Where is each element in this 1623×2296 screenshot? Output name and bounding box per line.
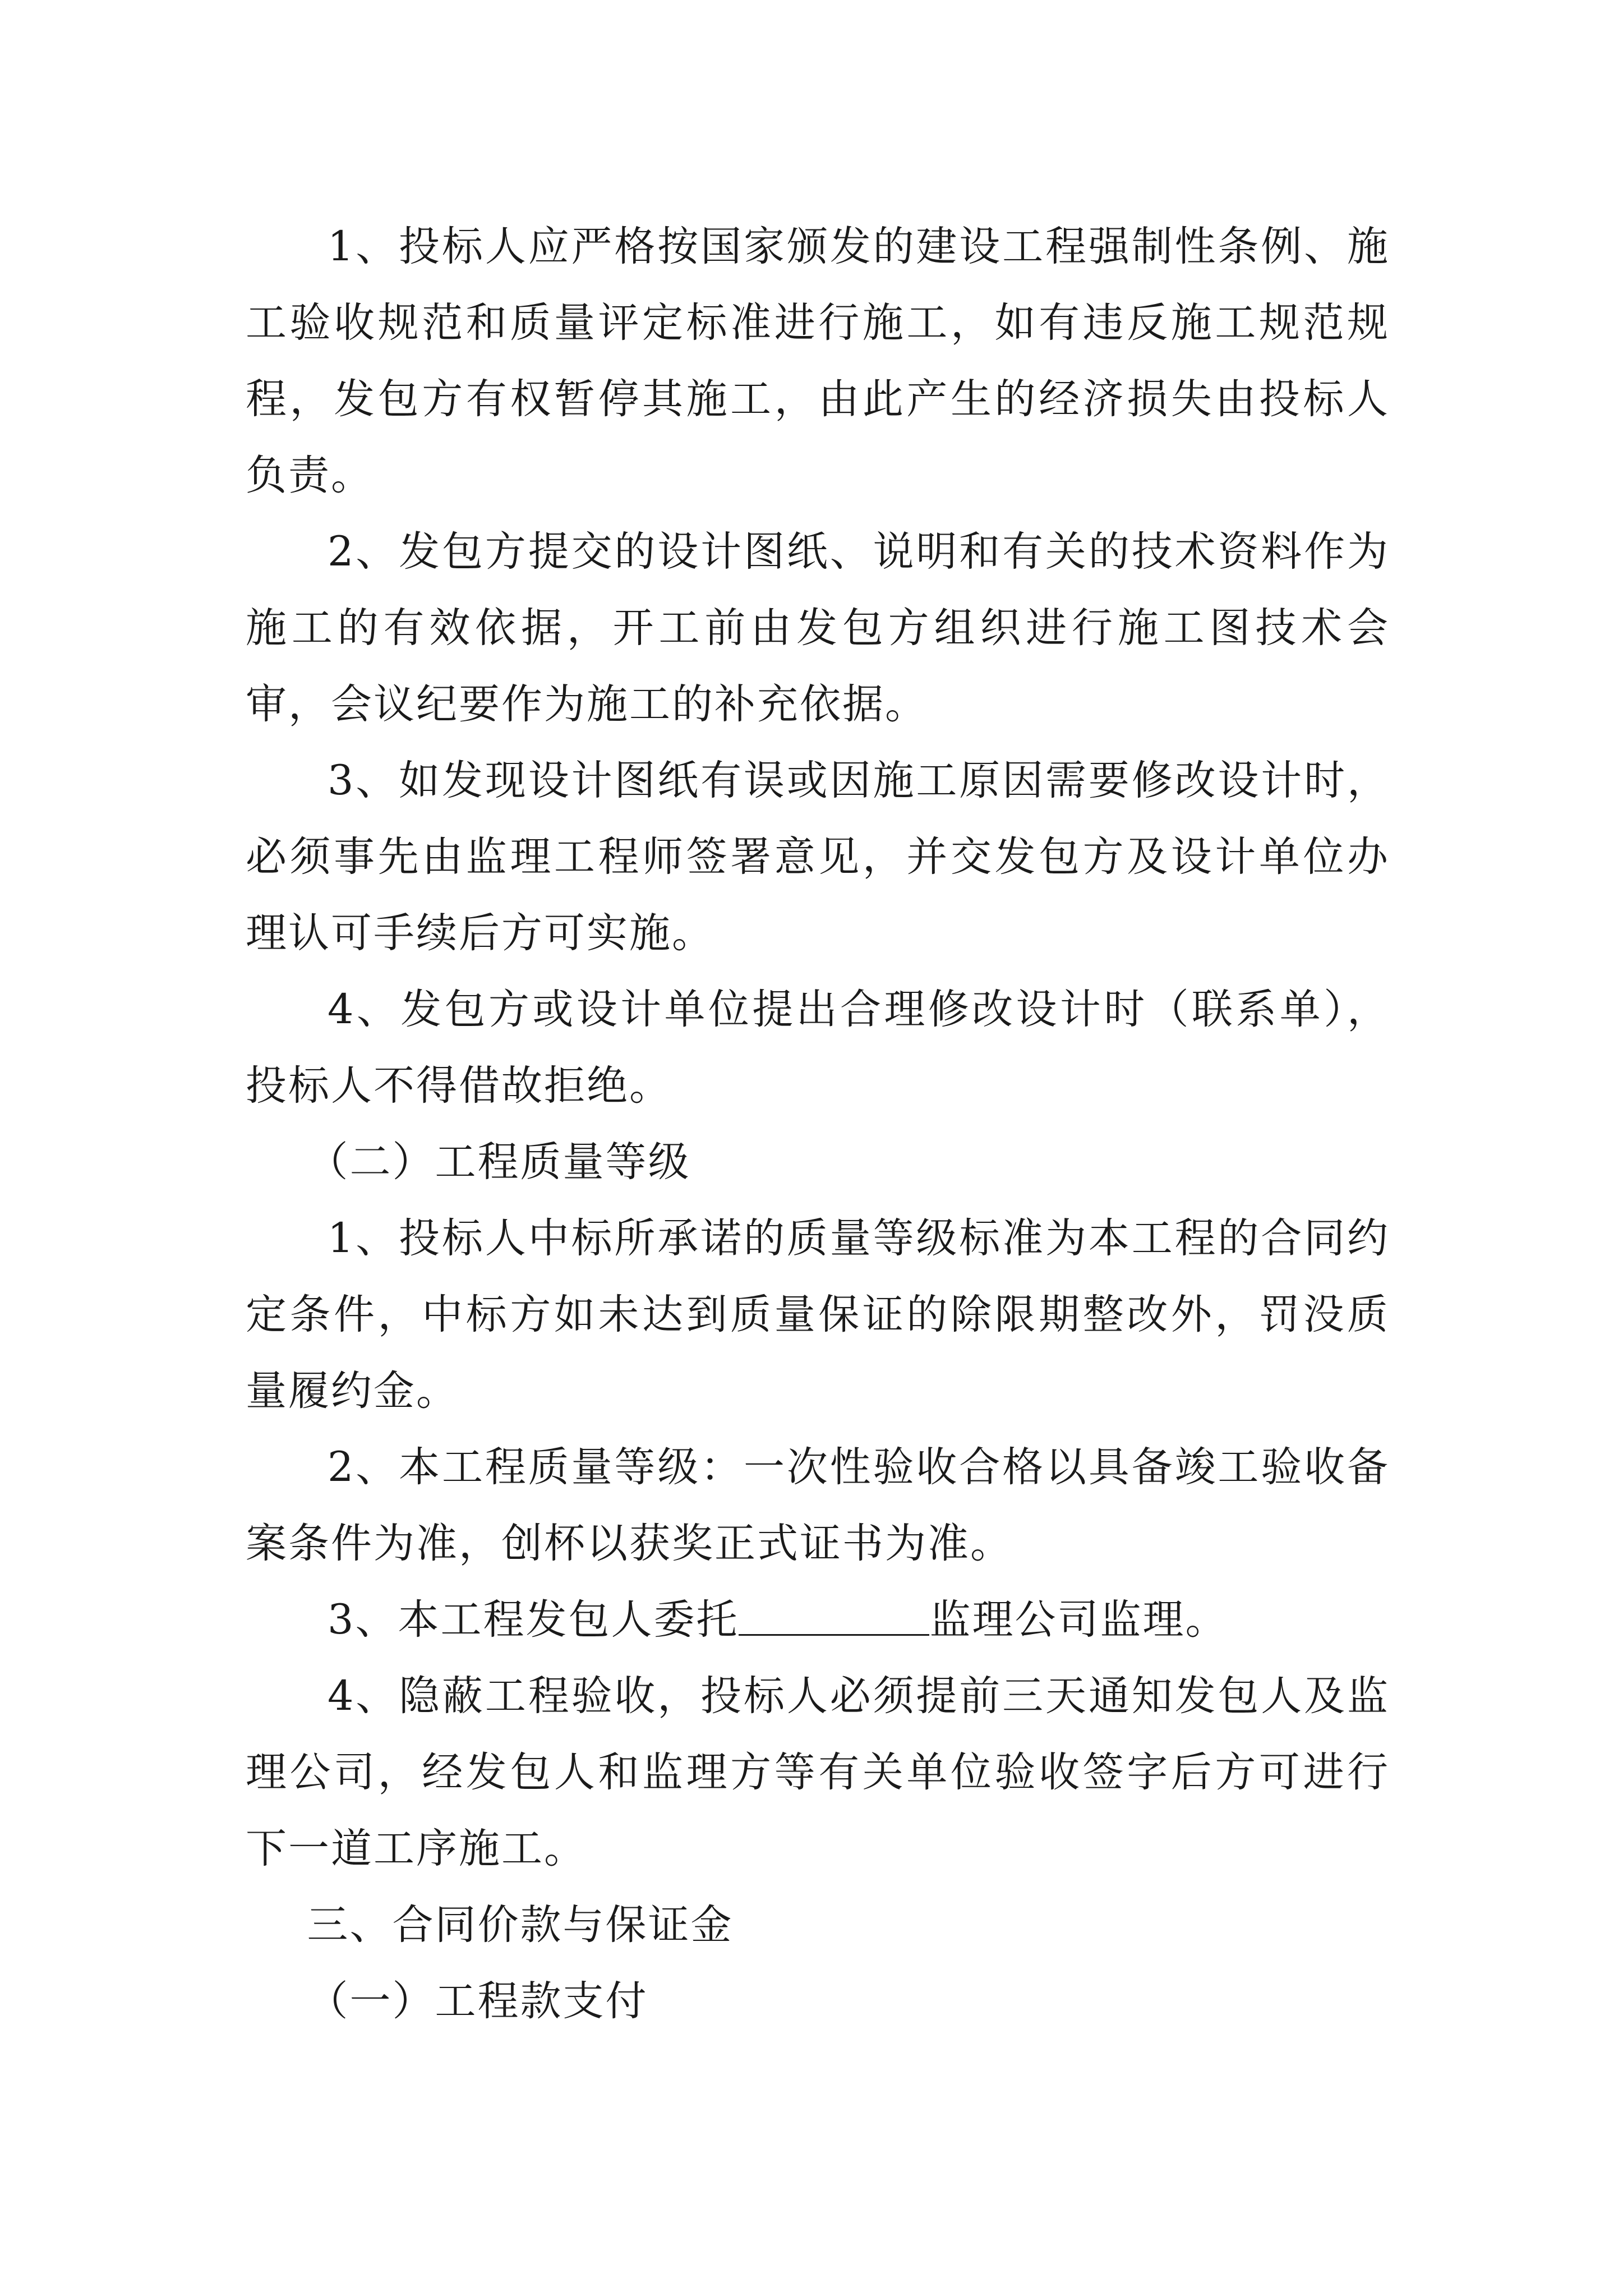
- supervision-text-before: 3、本工程发包人委托: [328, 1596, 739, 1644]
- paragraph-concealed-work: 4、隐蔽工程验收，投标人必须提前三天通知发包人及监理公司，经发包人和监理方等有关单位验收签字后方可进行下一道工序施工。: [246, 1672, 1390, 1872]
- heading-quality-grade: （二）工程质量等级: [307, 1138, 691, 1186]
- paragraph-design-drawings: 2、发包方提交的设计图纸、说明和有关的技术资料作为施工的有效依据，开工前由发包方组织进行施工图技术会审，会议纪要作为施工的补充依据。: [246, 528, 1390, 728]
- supervision-company-blank: [739, 1593, 929, 1636]
- paragraph-quality-standard: 1、投标人中标所承诺的质量等级标准为本工程的合同约定条件，中标方如未达到质量保证的除限期整改外，罚没质量履约金。: [246, 1214, 1390, 1415]
- paragraph-reasonable-changes: 4、发包方或设计单位提出合理修改设计时（联系单），投标人不得借故拒绝。: [246, 986, 1390, 1110]
- paragraph-quality-level: 2、本工程质量等级：一次性验收合格以具备竣工验收备案条件为准，创杯以获奖正式证书为准。: [246, 1443, 1390, 1567]
- paragraph-supervision: [246, 1582, 1390, 1658]
- heading-payment: （一）工程款支付: [307, 1977, 648, 2025]
- supervision-text-after: 监理公司监理。: [929, 1596, 1228, 1644]
- heading-contract-price: 三、合同价款与保证金: [307, 1901, 734, 1949]
- paragraph-design-changes: 3、如发现设计图纸有误或因施工原因需要修改设计时，必须事先由监理工程师签署意见，并交发包方及设计单位办理认可手续后方可实施。: [246, 757, 1390, 957]
- paragraph-strict-construction: 1、投标人应严格按国家颁发的建设工程强制性条例、施工验收规范和质量评定标准进行施工，如有违反施工规范规程，发包方有权暂停其施工，由此产生的经济损失由投标人负责。: [246, 223, 1390, 499]
- document-body: [246, 209, 1390, 2040]
